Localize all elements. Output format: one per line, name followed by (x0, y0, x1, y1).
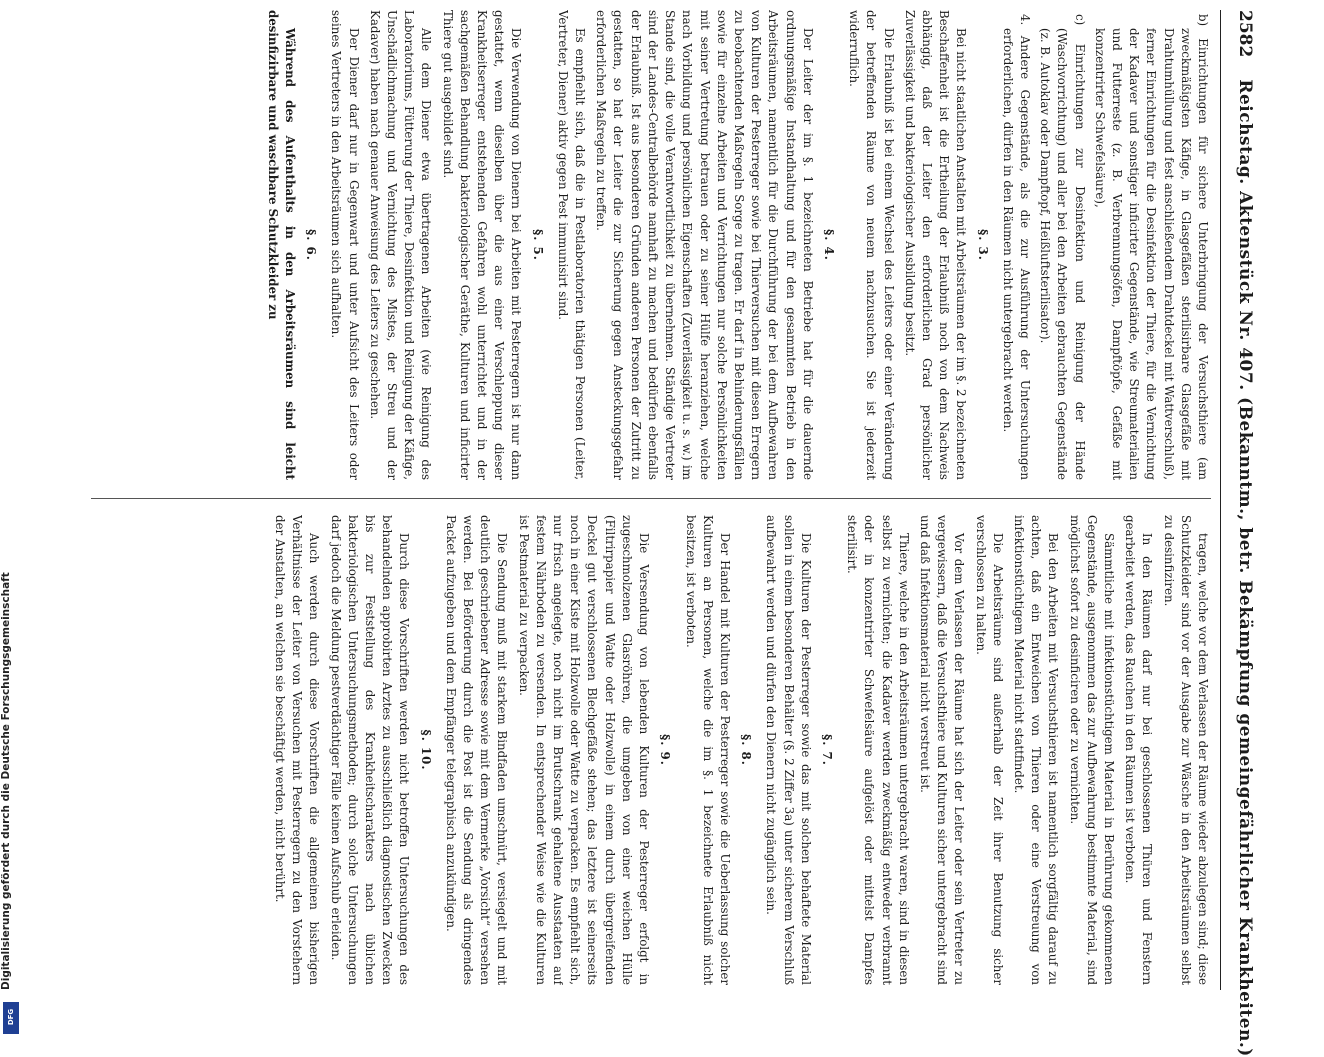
header-rule (1220, 10, 1221, 990)
section-5-paragraph: Alle dem Diener etwa übertragenen Arbeiten (wie Reinigung des Laboratoriums, Fütterung der Thiere, Desinfektion und Reinigung der Käfige, Unschädlichmachung und Vernichtung des Mistes, der Streu und der Kadaver) haben nach genauer Anweisung des Leiters zu geschehen. (367, 10, 434, 480)
section-4-title: §. 4. (821, 229, 836, 261)
section-4-paragraph: Der Leiter der im §. 1 bezeichneten Betriebe hat für die dauernde ordnungsmäßige Instandhaltung und für den gesammten Betrieb in den Arbeitsräumen, namentlich für die Durchführung der bei dem Aufbewahren von Kulturen der Pesterreger sowie bei Thierversuchen mit diesen Erregern zu beobachtenden Maßregeln Sorge zu tragen. Er darf in Behinderungsfällen sowie für einzelne Arbeiten und Verrichtungen nur solche Persönlichkeiten mit seiner Vertretung betrauen oder zu seiner Hülfe heranziehen, welche nach Vorbildung und persönlichen Eigenschaften (Zuverlässigkeit u. s. w.) im Stande sind, die volle Verantwortlichkeit zu übernehmen. Ständige Vertreter sind der Landes-Centralbehörde namhaft zu machen und bedürfen ebenfalls der Erlaubniß. Ist aus besonderen Gründen anderen Personen der Zutritt zu gestatten, so hat der Leiter die zur Sicherung gegen Ansteckungsgefahr erforderlichen Maßregeln zu treffen. (594, 10, 815, 480)
continuation-paragraph: Vor dem Verlassen der Räume hat sich der Leiter oder sein Vertreter zu vergewissern, daß die Versuchsthiere und Kulturen sicher untergebracht sind und daß Infektionsmaterial nicht verstreut ist. (917, 515, 967, 985)
dfg-logo-text: DFG (7, 1008, 15, 1026)
section-7-title: §. 7. (819, 734, 834, 766)
section-7-paragraph: Die Kulturen der Pesterreger sowie das mit solchen behaftete Material sollen in einem besonderen Behälter (§. 2 Ziffer 3a) unter sicherem Verschluß aufbewahrt werden und dürfen den Dienern nicht zugänglich sein. (764, 515, 813, 985)
continuation-paragraph: Thiere, welche in den Arbeitsräumen untergebracht waren, sind in diesen selbst zu vernichten; die Kadaver werden zweckmäßig entweder verbrannt oder in konzentrirter Schwefelsäure aufgelöst oder mittelst Dampfes sterilisirt. (845, 515, 911, 985)
section-9-title: §. 9. (658, 734, 673, 766)
rotated-page-content (57, 10, 1267, 1057)
section-4-paragraph: Es empfiehlt sich, daß die in Pestlaboratorien thätigen Personen (Leiter, Vertreter, Diener) aktiv gegen Pest immunisirt sind. (555, 10, 588, 480)
section-3-title: §. 3. (975, 229, 990, 261)
section-3-paragraph: Die Erlaubniß ist bei einem Wechsel des Leiters oder einer Veränderung der betreffenden Räume von neuem nachzusuchen. Sie ist jederzeit widerruflich. (847, 10, 896, 480)
section-10-paragraph: Auch werden durch diese Vorschriften die allgemeinen bisherigen Verhältnisse der Leiter von Versuchen mit Pesterregern zu den Vorstehern der Anstalten, an welchen sie beschäftigt werden, nicht berührt. (273, 515, 322, 985)
continuation-paragraph: In den Räumen darf nur bei geschlossenen Thüren und Fenstern gearbeitet werden, das Rauchen in den Räumen ist verboten. (1123, 515, 1155, 985)
left-column (71, 10, 1211, 480)
column-divider (91, 498, 1211, 499)
section-6-paragraph: Während des Aufenthalts in den Arbeitsräumen sind leicht desinfizirbare und waschbare Schutzkleider zu (265, 10, 298, 480)
item-c: c) Einrichtungen zur Desinfektion und Reinigung der Hände (Waschvorrichtung) und aller bei den Arbeiten gebrauchten Gegenstände (z. B. Autoklav oder Dampftopf, Heißluftsterilisator). (1038, 14, 1087, 480)
page-title: Reichstag. Aktenstück Nr. 407. (Bekanntm., betr. Bekämpfung gemeingefährlicher Krankheiten.) (1235, 79, 1255, 1057)
section-10-title: §. 10. (418, 729, 433, 771)
section-5-title: §. 5. (530, 229, 545, 261)
section-3-paragraph: Bei nicht staatlichen Anstalten mit Arbeitsräumen der im §. 2 bezeichneten Beschaffenheit ist die Ertheilung der Erlaubniß noch von dem Nachweis abhängig, daß der Leiter den erforderlichen Grad persönlicher Zuverlässigkeit und bakteriologischer Ausbildung besitzt. (902, 10, 969, 480)
section-10-paragraph: Durch diese Vorschriften werden nicht betroffen Untersuchungen des behandelnden approbirten Arztes zu ausschließlich diagnostischen Zwecken bis zur Feststellung des Krankheitscharakters nach üblichen bakteriologischen Untersuchungsmethoden; durch solche Untersuchungen darf jedoch die Meldung pestverdächtiger Fälle keinen Aufschub erleiden. (328, 515, 412, 985)
page-header (1223, 10, 1267, 1057)
section-8-paragraph: Der Handel mit Kulturen der Pesterreger sowie die Ueberlassung solcher Kulturen an Personen, welche die im §. 1 bezeichnete Erlaubniß nicht besitzen, ist verboten. (683, 515, 732, 985)
page-number: 2582 (1235, 10, 1255, 58)
section-9-paragraph: Die Sendung muß mit starkem Bindfaden umschnürt, versiegelt und mit deutlich geschriebener Adresse sowie mit dem Vermerke „Vorsicht“ versehen werden. Bei Beförderung durch die Post ist die Sendung als dringendes Packet aufzugeben und dem Empfänger telegraphisch anzukündigen. (443, 515, 510, 985)
right-column (71, 515, 1211, 985)
item-4: 4. Andere Gegenstände, als die zur Ausführung der Untersuchungen erforderlichen, dürfen in den Räumen nicht untergebracht werden. (1000, 14, 1032, 480)
continuation-paragraph: Bei den Arbeiten mit Versuchsthieren ist namentlich sorgfältig darauf zu achten, daß ein Entweichen von Thieren oder eine Verstreuung von infektionstüchtigem Material nicht stattfindet. (1011, 515, 1061, 985)
dfg-logo-icon (3, 1002, 19, 1034)
item-b: b) Einrichtungen für sichere Unterbringung der Versuchsthiere (am zweckmäßigsten Käfige, in Glasgefäßen sterilisirbare Glasgefäße mit Drahtumhüllung und fest anschließendem Drahtdeckel mit Wattverschluß), ferner Einrichtungen für die Desinfektion der Thiere, für die Vernichtung der Kadaver und sonstiger inficirter Gegenstände, wie Streumaterialien und Futterreste (z. B. Verbrennungsöfen, Dampftöpfe, Gefäße mit konzentrirter Schwefelsäure), (1092, 14, 1210, 480)
section-6-title: §. 6. (304, 229, 319, 261)
continuation-paragraph: Sämmtliche mit infektionstüchtigem Material in Berührung gekommenen Gegenstände, ausgenommen das zur Aufbewahrung bestimmte Material, sind möglichst sofort zu desinficiren oder zu vernichten. (1067, 515, 1116, 985)
section-5-paragraph: Der Diener darf nur in Gegenwart und unter Aufsicht des Leiters oder seines Vertreters in den Arbeitsräumen sich aufhalten. (329, 10, 361, 480)
section-8-title: §. 8. (739, 734, 754, 766)
digitization-note: Digitalisierung gefördert durch die Deutsche Forschungsgemeinschaft (0, 572, 12, 990)
section-9-paragraph: Die Versendung von lebenden Kulturen der Pesterreger erfolgt in zugeschmolzenen Glasröhren, die umgeben von einer weichen Hülle (Filtrirpapier und Watte oder Holzwolle) in einem durch übergreifenden Deckel gut verschlossenen Blechgefäße stehen; das letztere ist seinerseits noch in einer Kiste mit Holzwolle oder Watte zu verpacken. Es empfiehlt sich, nur frisch angelegte, noch nicht im Brutschrank gehaltene Ausstaaten auf festem Nährboden zu versenden. In entsprechender Weise wie die Kulturen ist Pestmaterial zu verpacken. (516, 515, 652, 985)
section-5-paragraph: Die Verwendung von Dienern bei Arbeiten mit Pesterregern ist nur dann gestattet, wenn dieselben über die aus einer Verschleppung dieser Krankheitserreger entstehenden Gefahren wohl unterrichtet und in der sachgemäßen Behandlung bakteriologischer Geräthe, Kulturen und inficirter Thiere gut ausgebildet sind. (440, 10, 524, 480)
digitization-note-strip (0, 40, 22, 1026)
continuation-paragraph: Die Arbeitsräume sind außerhalb der Zeit ihrer Benutzung sicher verschlossen zu halten. (973, 515, 1005, 985)
continuation-paragraph: tragen, welche vor dem Verlassen der Räume wieder abzulegen sind; diese Schutzkleider sind vor der Ausgabe zur Wäsche in den Arbeitsräumen selbst zu desinfiziren. (1161, 515, 1210, 985)
